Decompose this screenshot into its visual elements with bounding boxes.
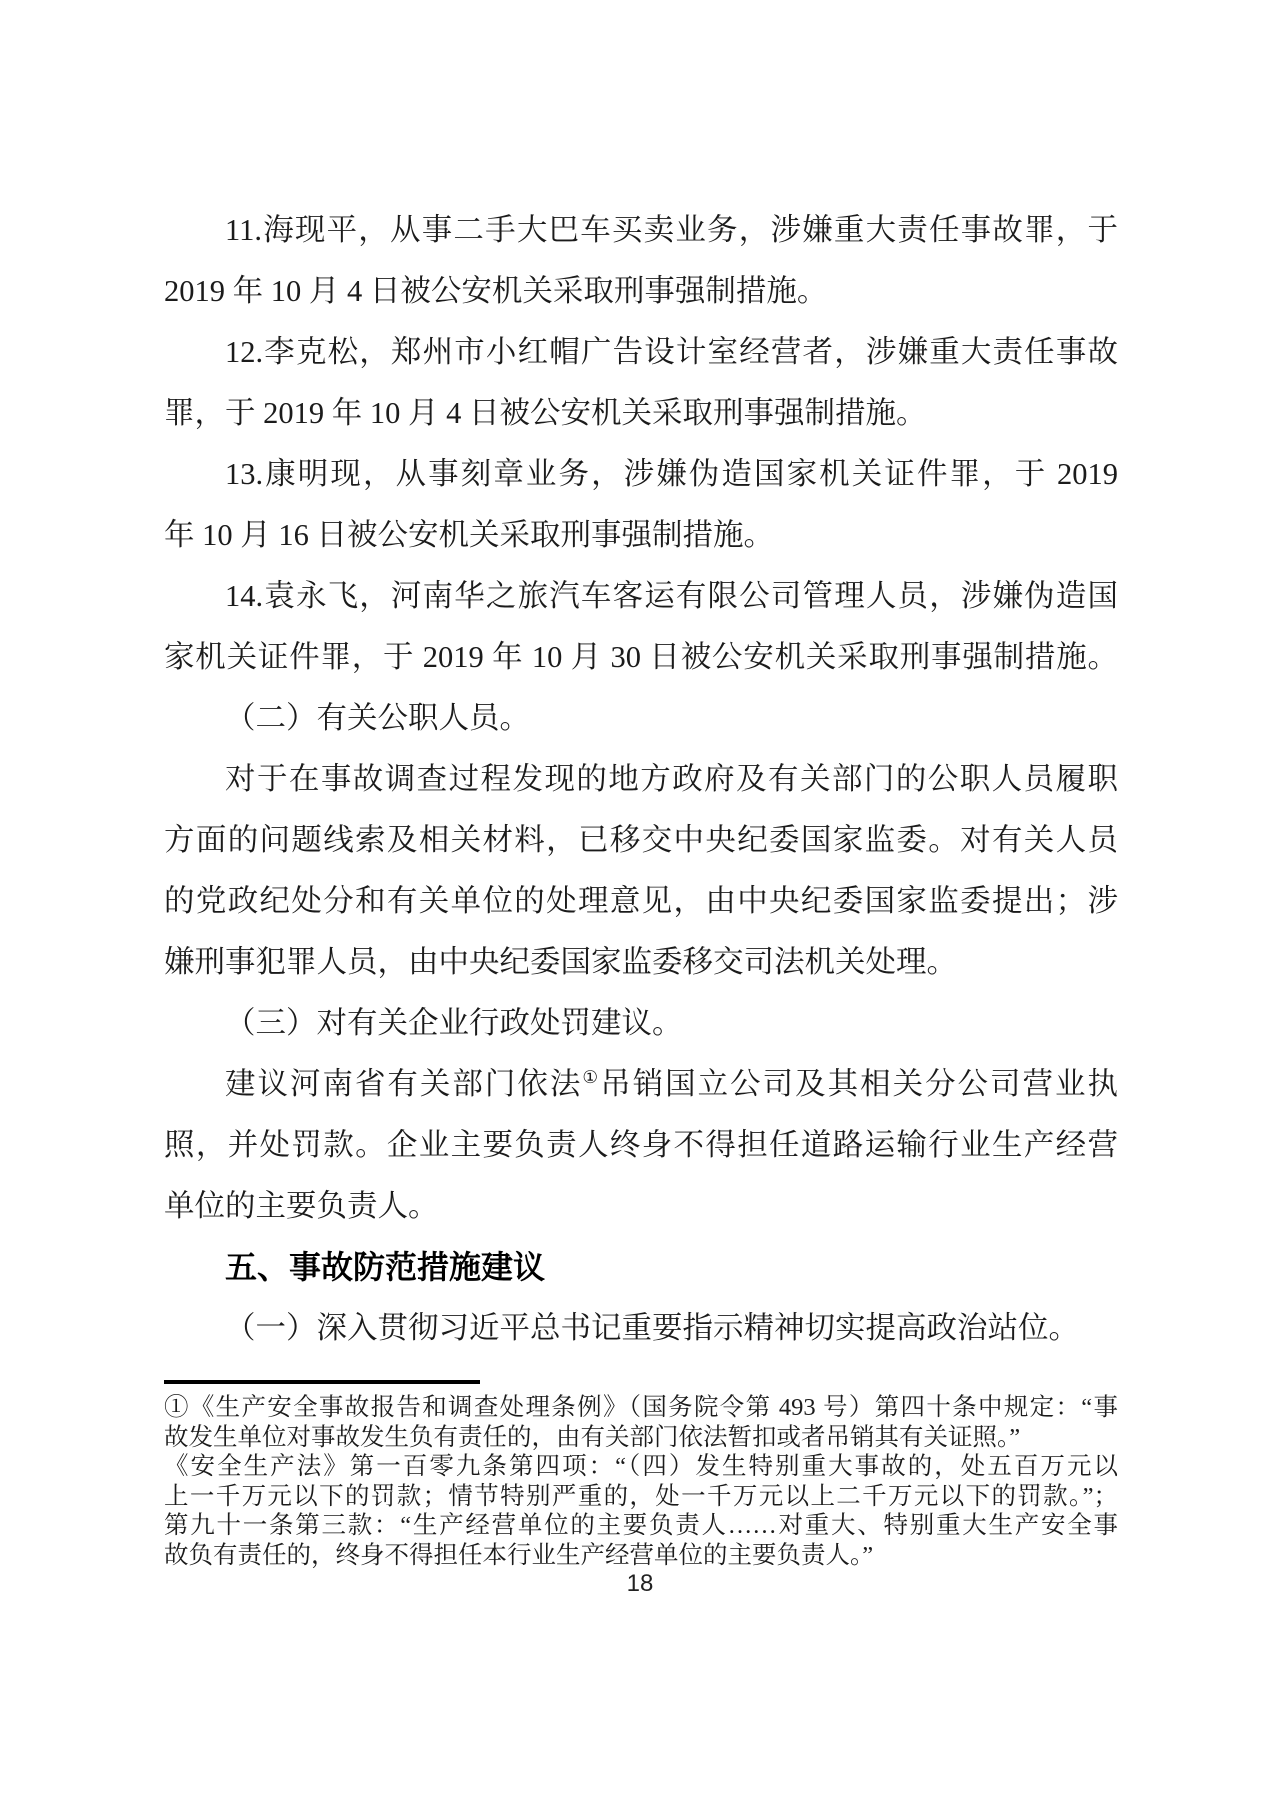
body-line: 年 10 月 16 日被公安机关采取刑事强制措施。 xyxy=(164,518,774,552)
body-line: 12.李克松，郑州市小红帽广告设计室经营者，涉嫌重大责任事故 xyxy=(225,335,1118,369)
body-line: 罪，于 2019 年 10 月 4 日被公安机关采取刑事强制措施。 xyxy=(164,396,927,430)
body-line: 方面的问题线索及相关材料，已移交中央纪委国家监委。对有关人员 xyxy=(164,823,1118,857)
subsection-heading-3: （三）对有关企业行政处罚建议。 xyxy=(225,1006,683,1040)
subsection-heading-2: （二）有关公职人员。 xyxy=(225,701,530,735)
body-line: 2019 年 10 月 4 日被公安机关采取刑事强制措施。 xyxy=(164,274,828,308)
footnote-line: 故发生单位对事故发生负有责任的，由有关部门依法暂扣或者吊销其有关证照。” xyxy=(164,1423,1021,1451)
body-line: 单位的主要负责人。 xyxy=(164,1189,439,1223)
body-line: 嫌刑事犯罪人员，由中央纪委国家监委移交司法机关处理。 xyxy=(164,945,957,979)
body-line: 对于在事故调查过程发现的地方政府及有关部门的公职人员履职 xyxy=(225,762,1118,796)
body-line: 建议河南省有关部门依法①吊销国立公司及其相关分公司营业执 xyxy=(225,1066,1119,1101)
footnote-line: 第九十一条第三款：“生产经营单位的主要负责人……对重大、特别重大生产安全事 xyxy=(164,1512,1118,1539)
page-number: 18 xyxy=(626,1570,654,1597)
footnote-line: ①《生产安全事故报告和调查处理条例》（国务院令第 493 号）第四十条中规定：“事 xyxy=(164,1394,1118,1421)
body-line: 11.海现平，从事二手大巴车买卖业务，涉嫌重大责任事故罪，于 xyxy=(225,213,1118,247)
footnote-separator xyxy=(164,1380,480,1384)
subsection-heading-1: （一）深入贯彻习近平总书记重要指示精神切实提高政治站位。 xyxy=(225,1311,1079,1345)
footnote-ref-mark: ① xyxy=(582,1066,601,1087)
document-body xyxy=(164,200,1118,1570)
body-line: 的党政纪处分和有关单位的处理意见，由中央纪委国家监委提出；涉 xyxy=(164,884,1118,918)
body-line: 14.袁永飞，河南华之旅汽车客运有限公司管理人员，涉嫌伪造国 xyxy=(225,579,1118,613)
body-line: 13.康明现，从事刻章业务，涉嫌伪造国家机关证件罪，于 2019 xyxy=(225,457,1118,491)
body-line: 照，并处罚款。企业主要负责人终身不得担任道路运输行业生产经营 xyxy=(164,1128,1118,1162)
body-line: 家机关证件罪，于 2019 年 10 月 30 日被公安机关采取刑事强制措施。 xyxy=(164,640,1118,674)
footnote-line: 《安全生产法》第一百零九条第四项：“（四）发生特别重大事故的，处五百万元以 xyxy=(164,1453,1118,1480)
footnotes-block xyxy=(164,1393,1118,1570)
footnote-line: 故负有责任的，终身不得担任本行业生产经营单位的主要负责人。” xyxy=(164,1541,874,1569)
footnote-line: 上一千万元以下的罚款；情节特别严重的，处一千万元以上二千万元以下的罚款。”； xyxy=(164,1482,1118,1510)
section-heading-5: 五、事故防范措施建议 xyxy=(225,1249,546,1285)
